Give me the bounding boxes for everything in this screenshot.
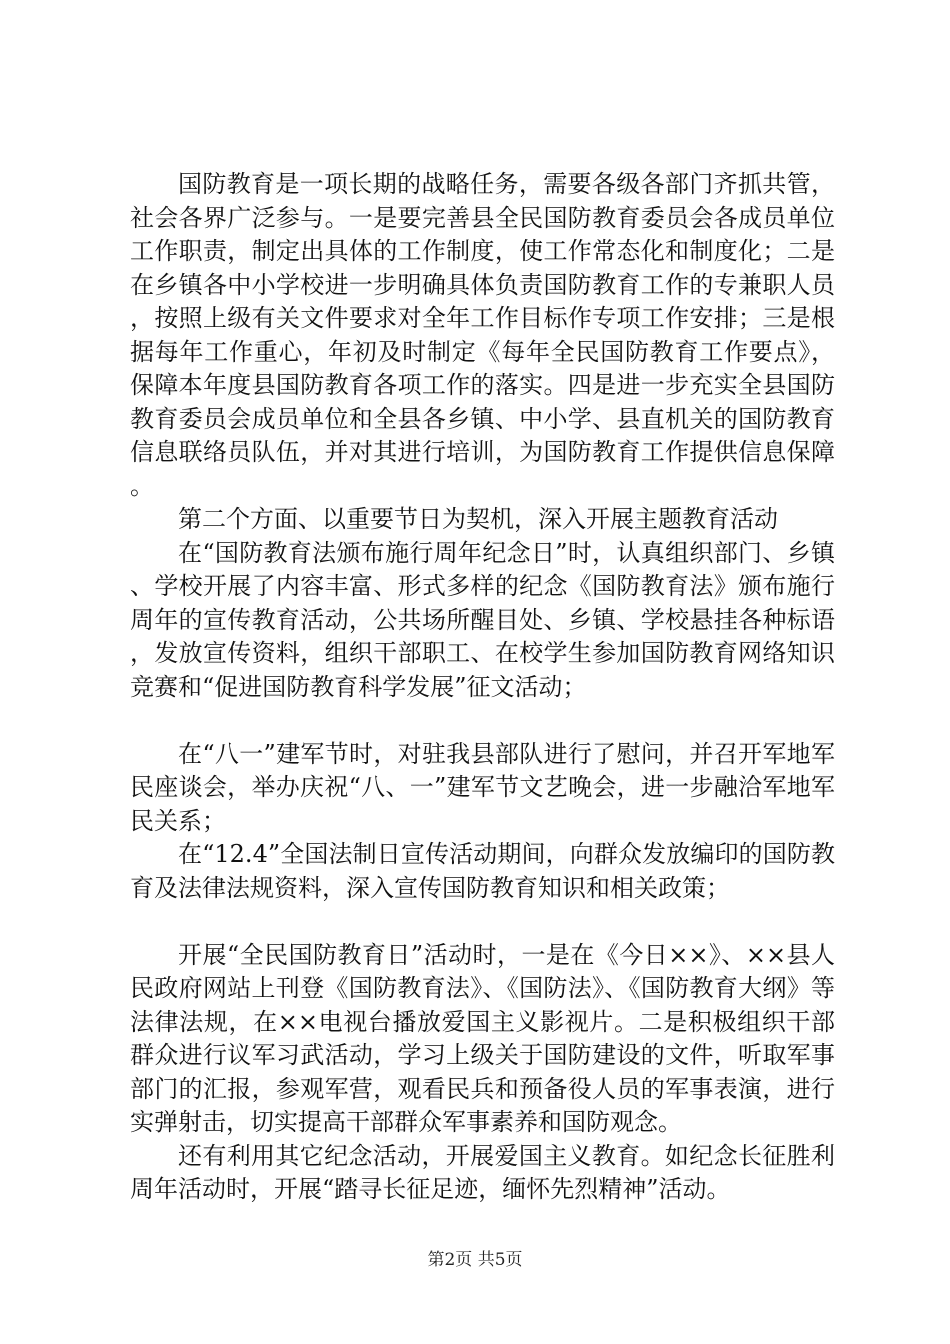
paragraph-legal-day: 在“12.4”全国法制日宣传活动期间，向群众发放编印的国防教育及法律法规资料，深入宣传国防教育知识和相关政策； xyxy=(130,840,835,902)
paragraph-national-defense-day: 开展“全民国防教育日”活动时，一是在《今日××》、××县人民政府网站上刊登《国防教育法》、《国防法》、《国防教育大纲》等法律法规，在××电视台播放爱国主义影视片。二是积极组织干部群众进行议军习武活动，学习上级关于国防建设的文件，听取军事部门的汇报，参观军营，观看民兵和预备役人员的军事表演，进行实弹射击，切实提高干部群众军事素养和国防观念。 xyxy=(130,940,835,1136)
paragraph-national-defense-education-tasks: 国防教育是一项长期的战略任务，需要各级各部门齐抓共管，社会各界广泛参与。一是要完善县全民国防教育委员会各成员单位工作职责，制定出具体的工作制度，使工作常态化和制度化；二是在乡镇各中小学校进一步明确具体负责国防教育工作的专兼职人员，按照上级有关文件要求对全年工作目标作专项工作安排；三是根据每年工作重心，年初及时制定《每年全民国防教育工作要点》，保障本年度县国防教育各项工作的落实。四是进一步充实全县国防教育委员会成员单位和全县各乡镇、中小学、县直机关的国防教育信息联络员队伍，并对其进行培训，为国防教育工作提供信息保障。 xyxy=(130,170,835,500)
paragraph-section-heading-festivals: 第二个方面、以重要节日为契机，深入开展主题教育活动 xyxy=(178,505,778,533)
paragraph-education-law-anniversary: 在“国防教育法颁布施行周年纪念日”时，认真组织部门、乡镇、学校开展了内容丰富、形式多样的纪念《国防教育法》颁布施行周年的宣传教育活动，公共场所醒目处、乡镇、学校悬挂各种标语，发放宣传资料，组织干部职工、在校学生参加国防教育网络知识竞赛和“促进国防教育科学发展”征文活动； xyxy=(130,538,835,701)
paragraph-army-day: 在“八一”建军节时，对驻我县部队进行了慰问，并召开军地军民座谈会，举办庆祝“八、一”建军节文艺晚会，进一步融洽军地军民关系； xyxy=(130,739,835,835)
document-body xyxy=(130,168,835,1207)
page-footer: 第2页 共5页 xyxy=(427,1250,523,1270)
paragraph-other-commemorations: 还有利用其它纪念活动，开展爱国主义教育。如纪念长征胜利周年活动时，开展“踏寻长征足迹，缅怀先烈精神”活动。 xyxy=(130,1141,835,1203)
